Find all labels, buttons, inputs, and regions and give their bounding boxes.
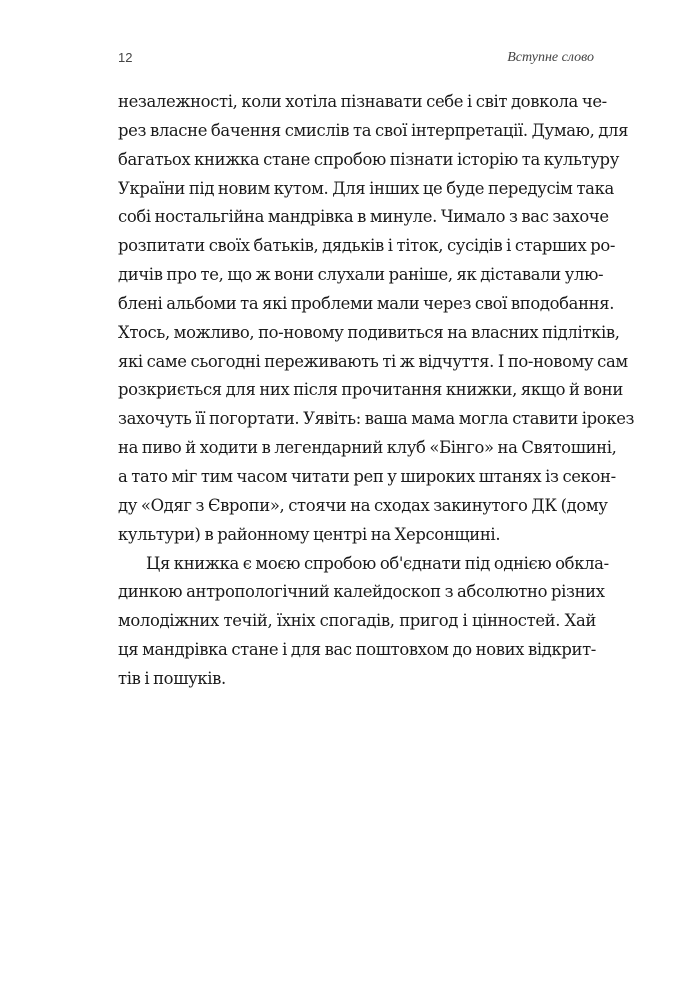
- paragraph-2: [118, 550, 609, 694]
- text-line: розпитати своїх батьків, дядьків і тіток, сусідів і старших ро-: [118, 236, 616, 256]
- text-line: ду «Одяг з Європи», стоячи на сходах закинутого ДК (дому: [118, 495, 608, 515]
- text-line: ця мандрівка стане і для вас поштовхом до нових відкрит-: [118, 640, 596, 660]
- text-line: а тато міг тим часом читати реп у широких штанях із секон-: [118, 466, 616, 486]
- text-line: собі ностальгійна мандрівка в минуле. Чимало з вас захоче: [118, 207, 609, 227]
- text-line: Хтось, можливо, по-новому подивиться на власних підлітків,: [118, 322, 620, 342]
- text-line: захочуть її погортати. Уявіть: ваша мама могла ставити ірокез: [118, 409, 635, 429]
- text-line: рез власне бачення смислів та свої інтерпретації. Думаю, для: [118, 120, 629, 140]
- text-line: динкою антропологічний калейдоскоп з абсолютно різних: [118, 582, 605, 602]
- text-line: Ця книжка є моєю спробою об'єднати під однією обкла-: [146, 553, 609, 573]
- text-line: молодіжних течій, їхніх спогадів, пригод і цінностей. Хай: [118, 611, 596, 631]
- text-line: України під новим кутом. Для інших це буде передусім така: [118, 178, 614, 198]
- text-line: на пиво й ходити в легендарний клуб «Бінго» на Святошині,: [118, 438, 617, 458]
- text-line: блені альбоми та які проблеми мали через свої вподобання.: [118, 293, 615, 313]
- page-number: 12: [118, 50, 133, 65]
- text-line: багатьох книжка стане спробою пізнати історію та культуру: [118, 149, 619, 169]
- text-line: незалежності, коли хотіла пізнавати себе і світ довкола че-: [118, 92, 607, 111]
- text-line: які саме сьогодні переживають ті ж відчуття. І по-новому сам: [118, 351, 628, 371]
- running-header: Вступне слово: [507, 50, 594, 65]
- text-line: культури) в районному центрі на Херсонщині.: [118, 524, 501, 544]
- text-line: тів і пошуків.: [118, 668, 226, 688]
- paragraph-1: [118, 88, 635, 550]
- body-text: [118, 88, 635, 694]
- text-line: дичів про те, що ж вони слухали раніше, як діставали улю-: [118, 265, 604, 285]
- text-line: розкриється для них після прочитання книжки, якщо й вони: [118, 380, 623, 400]
